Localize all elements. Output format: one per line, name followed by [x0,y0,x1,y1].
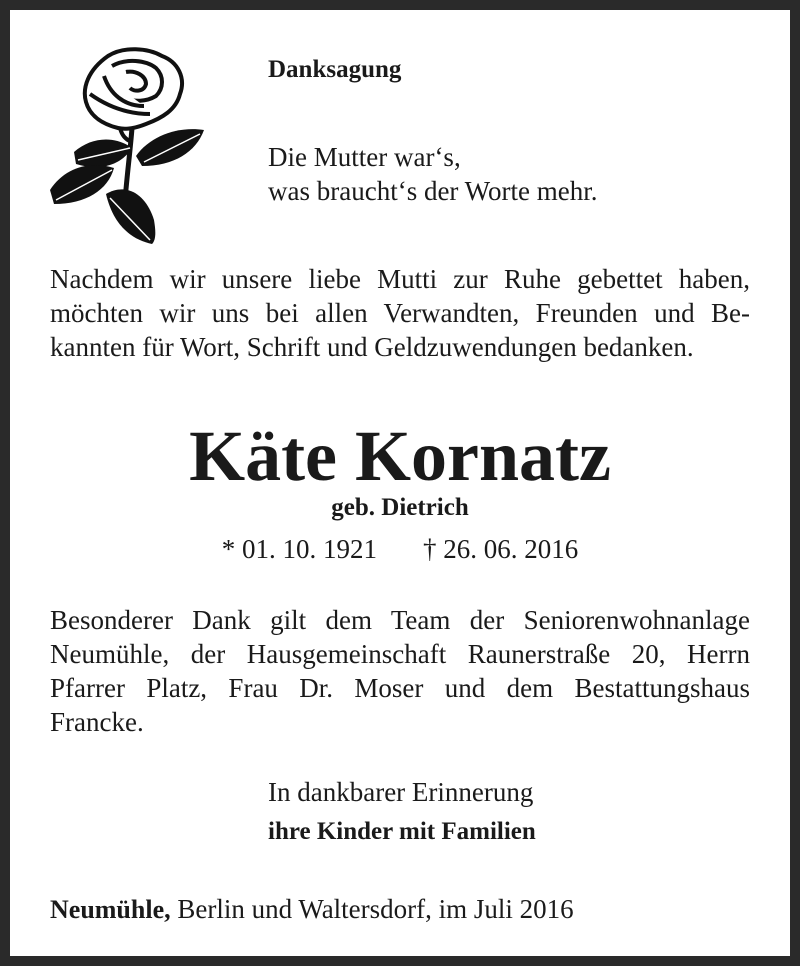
closing-memory: In dankbarer Erinnerung [268,777,534,807]
place-bold: Neumühle, [50,895,171,924]
maiden-name: geb. Dietrich [331,494,469,521]
life-dates [0,534,800,565]
closing-signature: ihre Kinder mit Familien [268,818,536,845]
text-line: kannten für Wort, Schrift und Geldzuwendungen bedanken. [50,332,694,362]
rose-icon [46,44,210,244]
text-line: Nachdem wir unsere liebe Mutti zur Ruhe gebettet haben, [50,264,750,294]
place-rest: Berlin und Waltersdorf, im Juli 2016 [170,894,574,924]
page-title: Danksagung [268,56,402,83]
text-line: Neumühle, der Hausgemeinschaft Raunerstraße 20, Herrn [50,639,750,669]
quote-line: Die Mutter war‘s, [268,142,461,172]
text-line: Francke. [50,707,144,737]
text-line: Besonderer Dank gilt dem Team der Seniorenwohnanlage [50,605,750,635]
quote-line: was braucht‘s der Worte mehr. [268,176,598,206]
quote [268,140,597,208]
intro-paragraph [50,262,750,364]
birth-date: * 01. 10. 1921 [221,534,377,564]
death-date: † 26. 06. 2016 [423,534,579,564]
text-line: möchten wir uns bei allen Verwandten, Freunden und Be- [50,298,750,328]
deceased-name: Käte Kornatz [189,416,611,496]
text-line: Pfarrer Platz, Frau Dr. Moser und dem Bestattungshaus [50,673,750,703]
place-date-line [50,894,574,925]
thanks-paragraph [50,603,750,739]
